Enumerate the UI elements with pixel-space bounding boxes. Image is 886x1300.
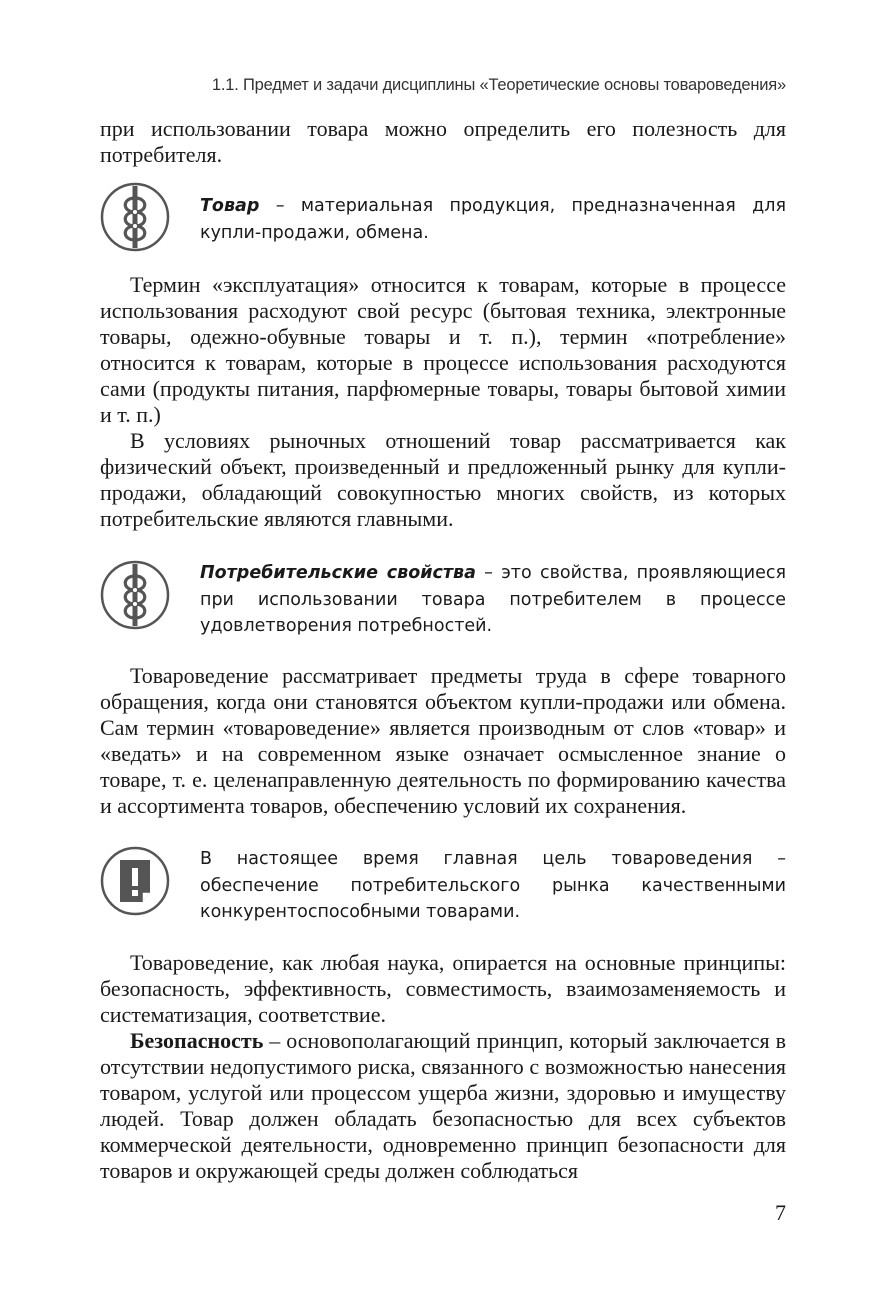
definition-body: – материальная продукция, предназначенная для купли-продажи, обмена. — [200, 196, 786, 243]
definition-text — [200, 560, 786, 640]
paragraph: Товароведение, как любая наука, опирается на основные принципы: безопасность, эффективность, совместимость, взаимозаменяемость и систематизация, соответствие. — [100, 950, 786, 1027]
definition-text — [200, 193, 786, 246]
principle-term: Безопасность — [130, 1028, 264, 1053]
knot-icon — [100, 560, 170, 630]
definition-body: – это свойства, проявляющиеся при использовании товара потребителем в процессе удовлетворения потребностей. — [200, 563, 786, 636]
definition-term: Потребительские свойства — [200, 563, 476, 583]
important-note-callout — [100, 846, 786, 926]
important-note-icon — [100, 846, 170, 916]
definition-callout-product — [100, 182, 786, 252]
paragraph-group-3 — [100, 950, 786, 1184]
intro-text: при использовании товара можно определить его полезность для потребителя. — [100, 116, 786, 167]
paragraph-group-2 — [100, 663, 786, 819]
principle-text: – основополагающий принцип, который заключается в отсутствии недопустимого риска, связанного с возможностью нанесения товаром, услугой или процессом ущерба жизни, здоровью и имуществу людей. Товар должен обладать безопасностью для всех субъектов коммерческой деятельности, одновременно принцип безопасности для товаров и окружающей среды должен соблюдаться — [100, 1028, 786, 1183]
paragraph: Термин «эксплуатация» относится к товарам, которые в процессе использования расходуют свой ресурс (бытовая техника, электронные товары, одежно-обувные товары и т. п.), термин «потребление» относится к товарам, которые в процессе использования расходуются сами (продукты питания, парфюмерные товары, товары бытовой химии и т. п.) — [100, 272, 786, 427]
intro-paragraph — [100, 116, 786, 168]
page-number: 7 — [775, 1200, 786, 1225]
paragraph: Товароведение рассматривает предметы труда в сфере товарного обращения, когда они становятся объектом купли-продажи или обмена. Сам термин «товароведение» является производным от слов «товар» и «ведать» и на современном языке означает осмысленное знание о товаре, т. е. целенаправленную деятельность по формированию качества и ассортимента товаров, обеспечению условий их сохранения. — [100, 663, 786, 818]
paragraph — [100, 1028, 786, 1184]
paragraph: В условиях рыночных отношений товар рассматривается как физический объект, произведенный и предложенный рынку для купли-продажи, обладающий совокупностью многих свойств, из которых потребительские являются главными. — [100, 428, 786, 531]
knot-icon — [100, 182, 170, 252]
running-header: 1.1. Предмет и задачи дисциплины «Теоретические основы товароведения» — [211, 76, 786, 94]
paragraph-group-1 — [100, 272, 786, 532]
definition-callout-consumer-properties — [100, 560, 786, 640]
definition-term: Товар — [200, 196, 260, 216]
note-text: В настоящее время главная цель товароведения – обеспечение потребительского рынка качественными конкурентоспособными товарами. — [200, 849, 786, 922]
